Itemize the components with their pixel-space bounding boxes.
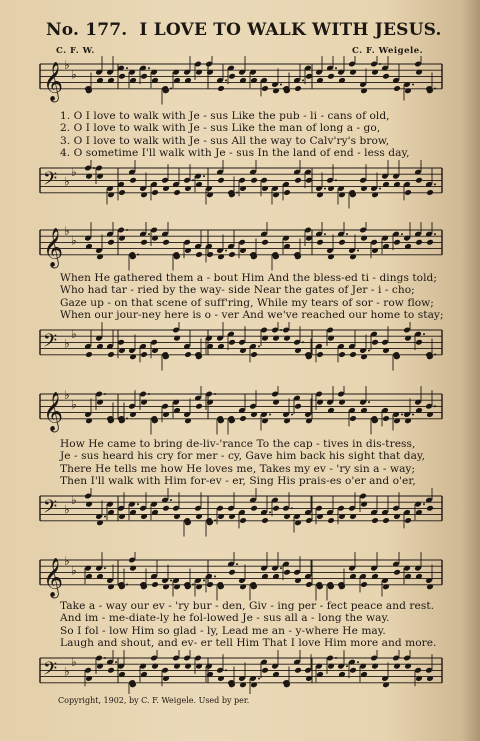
flat-icon: ♭ xyxy=(71,327,77,342)
note-head xyxy=(426,239,434,246)
dot xyxy=(126,229,128,231)
bass-clef-icon: 𝄢 xyxy=(43,496,58,522)
note-head xyxy=(140,513,148,520)
note-head xyxy=(316,351,324,358)
note-head xyxy=(239,185,247,192)
note-head xyxy=(415,339,423,346)
treble-clef-icon: 𝄞 xyxy=(43,227,64,268)
note-head xyxy=(195,513,203,520)
copyright-notice: Copyright, 1902, by C. F. Weigele. Used by per. xyxy=(58,696,250,705)
dot xyxy=(203,579,205,581)
note-head xyxy=(338,239,346,246)
flat-icon: ♭ xyxy=(71,165,77,180)
dot xyxy=(258,677,260,679)
dot xyxy=(368,349,370,351)
lyrics-system-3 xyxy=(60,438,450,488)
note-head xyxy=(173,189,181,196)
note-head xyxy=(261,517,269,524)
note-head xyxy=(217,513,225,520)
note-head xyxy=(162,675,170,682)
note-head xyxy=(393,239,401,246)
note-head xyxy=(184,185,192,192)
lyrics-system-4 xyxy=(60,600,450,650)
bass-clef-icon: 𝄢 xyxy=(43,330,58,356)
lyricist-credit: C. F. W. xyxy=(56,46,95,56)
note-head xyxy=(217,85,225,92)
dot xyxy=(335,657,337,659)
dot xyxy=(225,79,227,81)
dot xyxy=(302,341,304,343)
dot xyxy=(434,354,436,356)
note-head xyxy=(294,403,302,410)
note-head xyxy=(415,239,423,246)
note-head xyxy=(426,189,434,196)
note-head xyxy=(338,351,346,358)
note-head xyxy=(283,189,291,196)
note-head xyxy=(239,517,247,524)
note-head xyxy=(228,251,236,258)
note-head xyxy=(382,415,390,422)
note-head xyxy=(206,251,214,258)
bass-staff-1 xyxy=(0,160,480,216)
note-head xyxy=(261,239,269,246)
dot xyxy=(192,584,194,586)
note-head xyxy=(371,339,379,346)
note-head xyxy=(107,239,115,246)
note-head xyxy=(140,239,148,246)
note-head xyxy=(393,569,401,576)
flat-icon: ♭ xyxy=(71,233,77,248)
note-head xyxy=(151,189,159,196)
note-head xyxy=(349,513,357,520)
note-head xyxy=(371,247,379,254)
dot xyxy=(214,520,216,522)
note-head xyxy=(349,351,357,358)
lyric-line: There He tells me how He loves me, Takes my ev - 'ry sin a - way; xyxy=(60,462,416,475)
bass-staff-4 xyxy=(0,650,480,694)
dot xyxy=(346,665,348,667)
note-head xyxy=(107,667,115,674)
flat-icon: ♭ xyxy=(71,655,77,670)
dot xyxy=(269,413,271,415)
note-head xyxy=(349,415,357,422)
dot xyxy=(104,515,106,517)
note-head xyxy=(206,581,214,588)
note-head xyxy=(294,85,302,92)
note-head xyxy=(283,569,291,576)
note-head xyxy=(228,73,236,80)
dot xyxy=(423,333,425,335)
note-head xyxy=(118,73,126,80)
flat-icon: ♭ xyxy=(64,174,70,189)
note-head xyxy=(228,339,236,346)
lyrics-system-1 xyxy=(60,110,450,160)
dot xyxy=(401,233,403,235)
treble-staff-lines xyxy=(40,64,442,89)
flat-icon: ♭ xyxy=(71,397,77,412)
bass-staff-3 xyxy=(0,488,480,544)
note-head xyxy=(316,239,324,246)
note-head xyxy=(426,675,434,682)
note-head xyxy=(382,347,390,354)
dot xyxy=(93,167,95,169)
dot xyxy=(170,499,172,501)
dot xyxy=(115,661,117,663)
dot xyxy=(368,401,370,403)
dot xyxy=(434,233,436,235)
dot xyxy=(225,669,227,671)
note-head xyxy=(118,189,126,196)
note-head xyxy=(349,667,357,674)
flat-icon: ♭ xyxy=(64,58,70,72)
note-head xyxy=(294,347,302,354)
note-head xyxy=(283,513,291,520)
hymn-number: No. 177. xyxy=(46,20,128,40)
hymn-title: I LOVE TO WALK WITH JESUS. xyxy=(139,20,442,40)
treble-staff-1 xyxy=(0,56,480,114)
treble-clef-icon: 𝄞 xyxy=(43,61,64,102)
dot xyxy=(412,83,414,85)
dot xyxy=(280,329,282,331)
note-head xyxy=(162,411,170,418)
lyrics-system-2 xyxy=(60,272,450,322)
bass-staff-2 xyxy=(0,322,480,378)
note-head xyxy=(162,185,170,192)
note-head xyxy=(129,177,137,184)
note-head xyxy=(338,513,346,520)
dot xyxy=(192,179,194,181)
hymn-heading xyxy=(46,20,442,40)
note-head xyxy=(393,513,401,520)
note-head xyxy=(151,347,159,354)
note-head xyxy=(404,189,412,196)
bass-clef-icon: 𝄢 xyxy=(43,658,58,684)
note-head xyxy=(360,581,368,588)
dot xyxy=(269,511,271,513)
bass-clef-icon: 𝄢 xyxy=(43,168,58,194)
note-head xyxy=(393,85,401,92)
treble-staff-2 xyxy=(0,222,480,278)
dot xyxy=(126,67,128,69)
dot xyxy=(126,418,128,420)
note-head xyxy=(250,505,258,512)
dot xyxy=(335,67,337,69)
note-head xyxy=(140,351,148,358)
note-head xyxy=(360,185,368,192)
note-head xyxy=(85,351,93,358)
flat-icon: ♭ xyxy=(64,554,70,568)
dot xyxy=(423,503,425,505)
dot xyxy=(126,584,128,586)
dot xyxy=(258,345,260,347)
note-head xyxy=(404,517,412,524)
dot xyxy=(346,233,348,235)
treble-clef-icon: 𝄞 xyxy=(43,391,64,432)
lyric-line: Gaze up - on that scene of suff'ring, While my tears of sor - row flow; xyxy=(60,296,434,309)
dot xyxy=(137,503,139,505)
note-head xyxy=(118,347,126,354)
flat-icon: ♭ xyxy=(64,502,70,517)
dot xyxy=(203,175,205,177)
lyric-line: Then I'll walk with Him for-ev - er, Sing His prais-es o'er and o'er, xyxy=(60,475,416,488)
lyric-line: And im - me-diate-ly he fol-lowed Je - sus all a - long the way. xyxy=(60,612,390,625)
note-head xyxy=(294,667,302,674)
lyric-line: 3. O I love to walk with Je - sus All the way to Calv'ry's brow, xyxy=(60,134,390,147)
note-head xyxy=(195,403,203,410)
dot xyxy=(170,88,172,90)
note-head xyxy=(129,411,137,418)
dot xyxy=(357,249,359,251)
note-head xyxy=(316,513,324,520)
note-head xyxy=(162,505,170,512)
note-head xyxy=(228,569,236,576)
note-head xyxy=(118,513,126,520)
dot xyxy=(379,187,381,189)
dot xyxy=(137,254,139,256)
dot xyxy=(401,413,403,415)
lyric-line: 2. O I love to walk with Je - sus Like the man of long a - go, xyxy=(60,122,381,135)
note-head xyxy=(173,513,181,520)
treble-clef-icon: 𝄞 xyxy=(43,557,64,598)
note-head xyxy=(239,415,247,422)
note-head xyxy=(382,73,390,80)
note-head xyxy=(415,675,423,682)
note-head xyxy=(85,675,93,682)
dot xyxy=(104,393,106,395)
dot xyxy=(104,567,106,569)
dot xyxy=(291,507,293,509)
dot xyxy=(236,192,238,194)
note-head xyxy=(239,347,247,354)
dot xyxy=(214,575,216,577)
note-head xyxy=(250,351,258,358)
note-head xyxy=(184,247,192,254)
composer-credit: C. F. Weigele. xyxy=(352,46,424,56)
note-head xyxy=(382,517,390,524)
dot xyxy=(434,183,436,185)
note-head xyxy=(239,247,247,254)
dot xyxy=(412,413,414,415)
flat-icon: ♭ xyxy=(71,493,77,508)
note-head xyxy=(162,239,170,246)
dot xyxy=(148,233,150,235)
lyric-line: How He came to bring de-liv-'rance To the cap - tives in dis-tress, xyxy=(60,438,416,450)
dot xyxy=(236,563,238,565)
dot xyxy=(225,249,227,251)
dot xyxy=(291,413,293,415)
dot xyxy=(148,67,150,69)
flat-icon: ♭ xyxy=(64,664,70,679)
flat-icon: ♭ xyxy=(71,67,77,82)
dot xyxy=(214,393,216,395)
dot xyxy=(104,657,106,659)
note-head xyxy=(250,177,258,184)
dot xyxy=(357,661,359,663)
dot xyxy=(170,579,172,581)
lyric-line: 1. O I love to walk with Je - sus Like the pub - li - cans of old, xyxy=(60,110,390,122)
lyric-line: When He gathered them a - bout Him And the bless-ed ti - dings told; xyxy=(60,272,437,284)
dot xyxy=(148,393,150,395)
note-head xyxy=(327,517,335,524)
dot xyxy=(280,567,282,569)
note-head xyxy=(195,251,203,258)
dot xyxy=(280,83,282,85)
lyric-line: 4. O sometime I'll walk with Je - sus In the land of end - less day, xyxy=(60,147,410,160)
note-head xyxy=(250,411,258,418)
lyric-line: So I fol - low Him so glad - ly, Lead me an - y-where He may. xyxy=(60,624,386,637)
note-head xyxy=(184,351,192,358)
note-head xyxy=(261,85,269,92)
flat-icon: ♭ xyxy=(64,388,70,402)
dot xyxy=(302,79,304,81)
page-edge-shadow xyxy=(462,0,480,741)
dot xyxy=(434,405,436,407)
lyric-line: Laugh and shout, and ev- er tell Him That I love Him more and more. xyxy=(60,637,437,650)
flat-icon: ♭ xyxy=(64,224,70,238)
note-head xyxy=(294,177,302,184)
note-head xyxy=(294,577,302,584)
note-head xyxy=(371,517,379,524)
lyric-line: Je - sus heard his cry for mer - cy, Gave him back his sight that day, xyxy=(60,450,426,463)
note-head xyxy=(151,581,159,588)
note-head xyxy=(426,505,434,512)
dot xyxy=(324,233,326,235)
note-head xyxy=(140,73,148,80)
note-head xyxy=(261,667,269,674)
lyric-line: When our jour-ney here is o - ver And we've reached our home to stay; xyxy=(60,309,444,322)
note-head xyxy=(261,185,269,192)
note-head xyxy=(327,73,335,80)
note-head xyxy=(415,177,423,184)
flat-icon: ♭ xyxy=(71,563,77,578)
note-head xyxy=(217,177,225,184)
dot xyxy=(335,179,337,181)
treble-staff-3 xyxy=(0,386,480,442)
note-head xyxy=(426,411,434,418)
dot xyxy=(379,63,381,65)
flat-icon: ♭ xyxy=(64,336,70,351)
note-head xyxy=(217,675,225,682)
dot xyxy=(434,88,436,90)
dot xyxy=(324,187,326,189)
note-head xyxy=(327,185,335,192)
note-head xyxy=(228,513,236,520)
lyric-line: Who had tar - ried by the way- side Near the gates of Jer - i - cho; xyxy=(60,284,415,297)
lyric-line: Take a - way our ev - 'ry bur - den, Giv - ing per - fect peace and rest. xyxy=(60,600,435,612)
note-head xyxy=(272,505,280,512)
note-head xyxy=(107,351,115,358)
